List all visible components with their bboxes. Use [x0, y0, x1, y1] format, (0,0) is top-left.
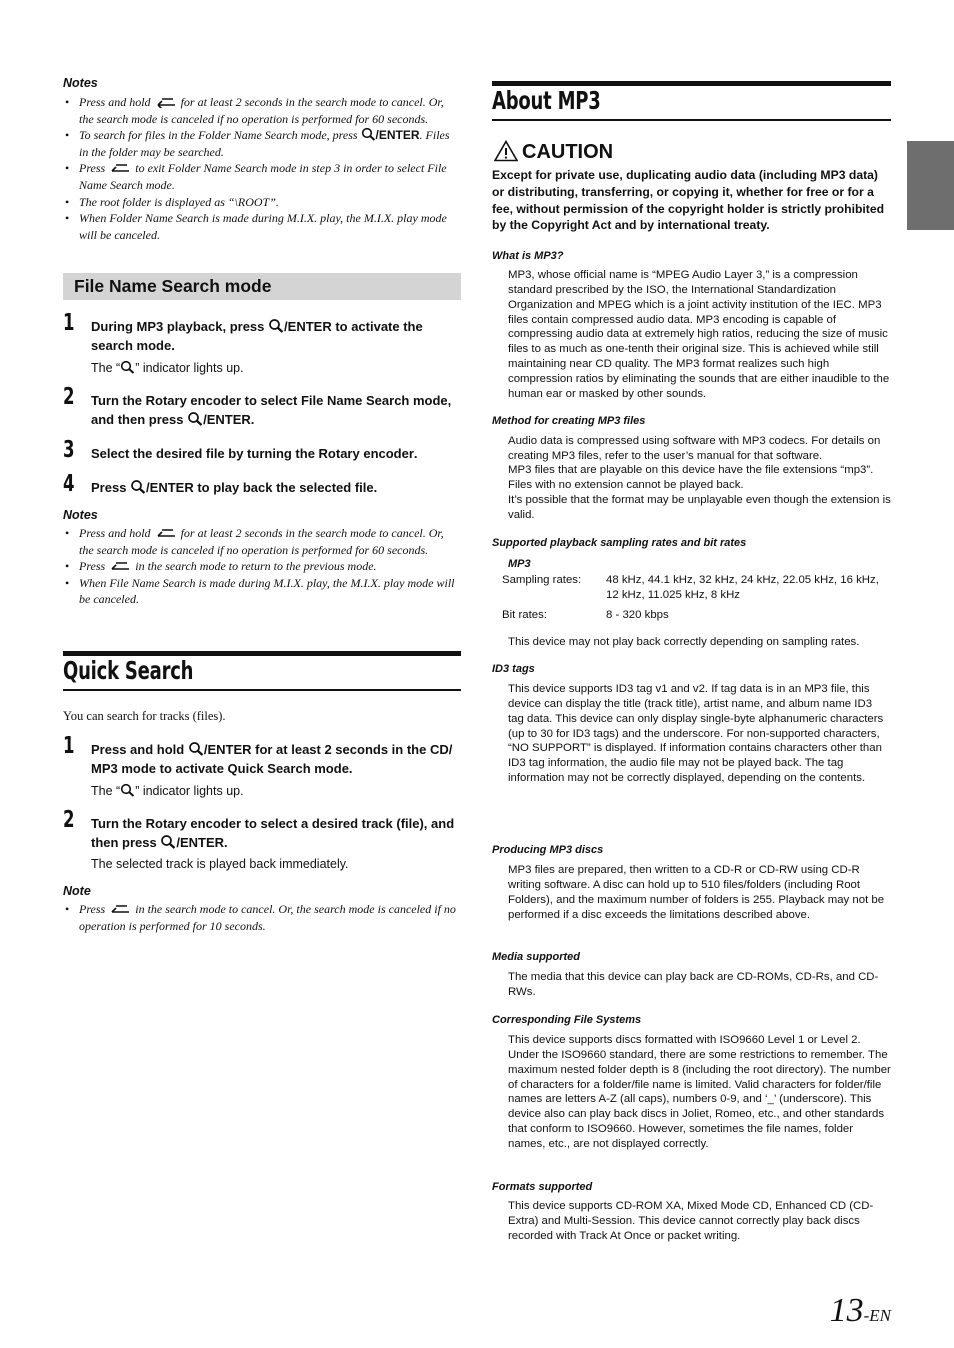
subsection-heading: Supported playback sampling rates and bit rates [492, 537, 747, 549]
note-text: to exit Folder Name Search mode in step 3 in order to select File Name Search mode. [79, 161, 447, 192]
section-rule [492, 119, 891, 121]
table-cell: 48 kHz, 44.1 kHz, 32 kHz, 24 kHz, 22.05 kHz, 16 kHz, 12 kHz, 11.025 kHz, 8 kHz [606, 574, 879, 601]
section-heading-file-name-search: File Name Search mode [63, 273, 461, 300]
search-icon [120, 783, 135, 797]
table-cell: 8 - 320 kbps [606, 608, 669, 621]
step-part: During MP3 playback, press [91, 319, 265, 334]
note-item [79, 525, 461, 558]
section-title-quick-search: Quick Search [63, 656, 194, 685]
paragraph: MP3 files that are playable on this device have the file extensions “mp3”. Files with no extension cannot be played back. [508, 464, 874, 491]
paragraph: MP3, whose official name is “MPEG Audio Layer 3,” is a compression standard prescribed by the ISO, the International Standardization Organization and MPEG which is a joint activity institution of the IEC. MP3 files contain compressed audio data. MP3 encoding is capable of compressing audio data at extremely high ratios, reducing the size of music files to as much as one-tenth their original size. This is achieved while still maintaining near CD quality. The MP3 format realizes such high compression ratios by eliminating the sounds that are either inaudible to the human ear or masked by other sounds. [508, 269, 890, 400]
chapter-tab [907, 141, 954, 230]
note-text: Press [79, 161, 106, 176]
step-number: 1 [63, 310, 75, 336]
paragraph: The media that this device can play back are CD-ROMs, CD-Rs, and CD-RWs. [508, 971, 879, 998]
rates-table [502, 573, 891, 623]
back-icon [154, 96, 178, 108]
note-item: • When File Name Search is made during M.I.X. play, the M.I.X. play mode will be canceled. [79, 575, 461, 608]
note-item: • The root folder is displayed as “\ROOT”. [79, 194, 461, 211]
step-number: 2 [63, 807, 75, 833]
subsection-heading: Corresponding File Systems [492, 1014, 642, 1026]
caution-label: CAUTION [522, 141, 614, 163]
paragraph: MP3 files are prepared, then written to a CD-R or CD-RW using CD-R writing software. A disc can hold up to 510 files/folders (including Root Folders), and the maximum number of folders is 255. Playback may not be performed if a disc exceeds the limitations described above. [508, 864, 885, 921]
paragraph: This device supports discs formatted with ISO9660 Level 1 or Level 2. Under the ISO9660 standard, there are some restrictions to remember. The maximum nested folder depth is 8 (including the root directory). The number of characters for a folder/file name is limited. Valid characters for folder/file names are letters A-Z (all caps), numbers 0-9, and ‘_’ (underscore). This device also can play back discs in Joliet, Romeo, etc., and other standards that conform to ISO9660. However, sometimes the file names, folder names, etc., are not displayed correctly. [508, 1034, 891, 1150]
notes-list [63, 94, 461, 243]
subsection-heading: What is MP3? [492, 250, 564, 262]
paragraph: This device supports ID3 tag v1 and v2. If tag data is in an MP3 file, this device can display the title (track title), artist name, and album name ID3 tag data. This device can only display single-byte alphanumeric characters (up to 30 for ID3 tags) and the underscore. For non-supported characters, “NO SUPPORT” is displayed. If information contains characters other than ID3 tag information, the audio file may not be played back. The tag information may not be correctly displayed, depending on the contents. [508, 683, 884, 785]
note-text: in the search mode to return to the previous mode. [135, 559, 377, 574]
notes-list [63, 901, 461, 934]
note-text: To search for files in the Folder Name Search mode, press [79, 128, 358, 143]
step-part: The “ [91, 361, 121, 375]
table-cell: Sampling rates: [502, 574, 582, 586]
step-part: Press and hold [91, 742, 185, 757]
step-part: to play back the selected file. [193, 480, 378, 495]
step-number: 2 [63, 384, 75, 410]
key-label: /ENTER [375, 128, 420, 143]
paragraph: This device may not play back correctly depending on sampling rates. [508, 636, 860, 648]
search-icon [120, 360, 135, 374]
note-text: for at least 2 seconds in the search mode to cancel. Or, the search mode is canceled if no operation is performed for 60 seconds. [79, 526, 444, 557]
step-part: /ENTER [284, 319, 332, 334]
step-part: to activate the search mode. [91, 319, 423, 353]
subsection-heading: Producing MP3 discs [492, 844, 604, 856]
step-part: ” indicator lights up. [135, 784, 244, 798]
back-icon [108, 162, 132, 174]
paragraph: This device supports CD-ROM XA, Mixed Mode CD, Enhanced CD (CD-Extra) and Multi-Session. This device cannot correctly play back discs recorded with Track At Once or packet writing. [508, 1200, 874, 1242]
step-part: for at least 2 seconds in the CD/ MP3 mode to activate Quick Search mode. [91, 742, 453, 776]
step-part: /ENTER. [203, 411, 255, 427]
search-icon [160, 834, 176, 849]
table-row [502, 573, 891, 603]
note-item [79, 94, 461, 127]
step-subtext: The selected track is played back immediately. [91, 857, 349, 871]
step-part: . [413, 446, 418, 461]
step-part: to select File Name Search mode, and then press [91, 393, 452, 427]
notes-heading: Notes [63, 76, 98, 90]
subsection-heading: Media supported [492, 951, 581, 963]
note-item [79, 160, 461, 193]
search-icon [187, 411, 203, 426]
page-number-value: 13 [829, 1292, 864, 1329]
table-cell: Bit rates: [502, 608, 547, 621]
step-number: 1 [63, 733, 75, 759]
subsection-subheading: MP3 [508, 558, 531, 570]
note-text: in the search mode to cancel. Or, the search mode is canceled if no operation is performed for 10 seconds. [79, 902, 456, 933]
step-text [91, 741, 463, 778]
page-number [830, 1292, 891, 1330]
step-number: 4 [63, 471, 75, 497]
step-part: /ENTER. [176, 834, 228, 850]
subsection-heading: Method for creating MP3 files [492, 415, 646, 427]
caution-icon [494, 140, 518, 162]
table-row [502, 603, 891, 623]
step-part: The “ [91, 784, 121, 798]
step-text [91, 392, 463, 429]
note-text: . Files in the folder may be searched. [79, 128, 450, 159]
step-text [91, 445, 463, 464]
page-number-suffix: -EN [863, 1306, 891, 1325]
note-text: Press [79, 559, 106, 574]
step-number: 3 [63, 437, 75, 463]
back-icon [108, 903, 132, 915]
step-text [91, 318, 463, 355]
back-icon [108, 560, 132, 572]
caution-text: Except for private use, duplicating audio data (including MP3 data) or distributing, transferring, or copying it, whether for free or for a fee, without permission of the copyright holder is strictly prohibited by the Copyright Act and by international treaty. [492, 168, 885, 233]
step-part: Turn the [91, 816, 146, 831]
step-part: Press [91, 480, 127, 495]
intro-text: You can search for tracks (files). [63, 709, 226, 723]
back-icon [154, 527, 178, 539]
step-part: Turn the [91, 393, 146, 408]
note-text: for at least 2 seconds in the search mode to cancel. Or, the search mode is canceled if no operation is performed for 60 seconds. [79, 95, 444, 126]
paragraph: It’s possible that the format may be unplayable even though the extension is valid. [508, 494, 891, 521]
note-text: Press and hold [79, 95, 151, 109]
note-text: Press [79, 902, 106, 916]
step-subtext [91, 360, 244, 376]
note-item [79, 558, 461, 575]
step-text [91, 815, 463, 852]
note-item [79, 901, 461, 934]
subsection-heading: Formats supported [492, 1181, 593, 1193]
paragraph: Audio data is compressed using software with MP3 codecs. For details on creating MP3 files, refer to the user’s manual for that software. [508, 435, 881, 462]
step-part: Rotary encoder [145, 816, 242, 831]
search-icon [188, 741, 204, 756]
section-title-about-mp3: About MP3 [492, 86, 601, 115]
search-icon [361, 127, 376, 141]
note-item [79, 127, 461, 160]
step-part: Select the desired file by turning the [91, 446, 319, 461]
step-part: Rotary encoder [145, 393, 242, 408]
step-part: Rotary encoder [318, 446, 414, 461]
notes-heading: Notes [63, 508, 98, 522]
step-subtext [91, 783, 244, 799]
search-icon [268, 318, 284, 333]
notes-list [63, 525, 461, 608]
note-heading: Note [63, 884, 91, 898]
subsection-heading: ID3 tags [492, 663, 535, 675]
step-part: ” indicator lights up. [135, 361, 244, 375]
note-text: Press and hold [79, 526, 151, 540]
section-rule [63, 689, 461, 691]
search-icon [130, 479, 146, 494]
step-part: to select a desired track (file), and then press [91, 816, 455, 850]
step-part: /ENTER [203, 742, 252, 757]
step-part: /ENTER [146, 480, 194, 495]
note-item: • When Folder Name Search is made during M.I.X. play, the M.I.X. play mode will be canceled. [79, 210, 461, 243]
step-text [91, 479, 463, 498]
